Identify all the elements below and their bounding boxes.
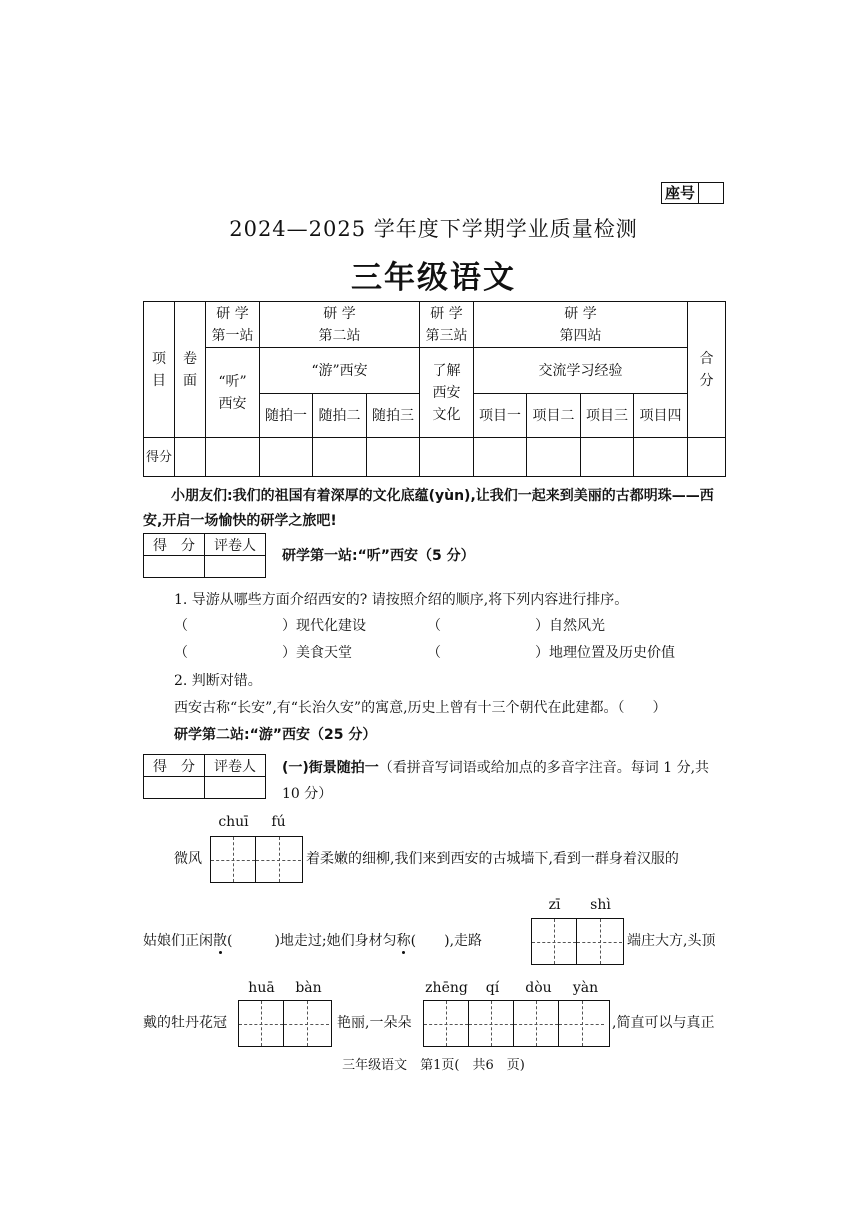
pinyin: zī <box>548 897 561 913</box>
writing-grid[interactable] <box>423 1000 610 1047</box>
section1-title: 研学第一站:“听”西安（5 分） <box>282 548 475 564</box>
pinyin: qí <box>485 980 500 996</box>
grader-score-cell[interactable] <box>144 556 205 578</box>
sub-header: 随拍二 <box>313 394 367 438</box>
score-cell[interactable] <box>527 438 581 477</box>
pinyin: huā <box>248 980 275 996</box>
header-you: “游”西安 <box>260 348 420 394</box>
subject-title: 三年级语文 <box>351 260 516 296</box>
score-cell[interactable] <box>260 438 313 477</box>
pinyin: yàn <box>572 980 599 996</box>
sub-header: 项目二 <box>527 394 581 438</box>
line1-pre: 微风 <box>174 851 202 867</box>
header-jiaoliu: 交流学习经验 <box>474 348 688 394</box>
sub-header: 随拍三 <box>367 394 420 438</box>
header-station2: 研 学 第二站 <box>260 302 420 348</box>
grader-score-cell[interactable] <box>144 777 205 799</box>
line3-post: ,简直可以与真正 <box>612 1015 715 1031</box>
question-1: 1. 导游从哪些方面介绍西安的? 请按照介绍的顺序,将下列内容进行排序。 <box>174 592 629 608</box>
q1-option-4[interactable]: （ ）地理位置及历史价值 <box>427 645 675 661</box>
grader-score-label: 得 分 <box>144 534 205 556</box>
score-cell[interactable] <box>175 438 206 477</box>
grader-box <box>143 533 266 578</box>
grader-name-label: 评卷人 <box>205 534 266 556</box>
grader-name-cell[interactable] <box>205 777 266 799</box>
header-ting: “听” 西安 <box>206 348 260 438</box>
score-cell[interactable] <box>367 438 420 477</box>
pinyin: shì <box>590 897 611 913</box>
score-cell[interactable] <box>581 438 634 477</box>
pinyin: zhēng <box>425 980 468 996</box>
part1-heading <box>282 755 728 807</box>
part1-title: (一)街景随拍一 <box>282 760 379 776</box>
line2-post: 端庄大方,头顶 <box>627 933 716 949</box>
header-station3: 研 学 第三站 <box>420 302 474 348</box>
score-cell[interactable] <box>474 438 527 477</box>
exam-title: 2024—2025 学年度下学期学业质量检测 <box>229 217 638 241</box>
score-table <box>143 301 726 477</box>
intro-text: 小朋友们:我们的祖国有着深厚的文化底蕴(yùn),让我们一起来到美丽的古都明珠——西安,开启一场愉快的研学之旅吧! <box>143 488 714 529</box>
writing-grid[interactable] <box>531 918 624 965</box>
pinyin: bàn <box>295 980 322 996</box>
grader-box <box>143 754 266 799</box>
header-station4: 研 学 第四站 <box>474 302 688 348</box>
score-cell[interactable] <box>634 438 688 477</box>
line2-part-a[interactable]: 姑娘们正闲散( )地走过;她们身材匀称( ),走路 <box>143 933 483 949</box>
grader-name-label: 评卷人 <box>205 755 266 777</box>
writing-grid[interactable] <box>238 1000 332 1047</box>
sub-header: 项目一 <box>474 394 527 438</box>
grader-score-label: 得 分 <box>144 755 205 777</box>
sub-header: 项目三 <box>581 394 634 438</box>
q1-option-2[interactable]: （ ）自然风光 <box>427 618 605 634</box>
part1-desc: （看拼音写词语或给加点的多音字注音。每词 1 分,共 10 分） <box>282 760 710 802</box>
pinyin: chuī <box>218 814 249 830</box>
sub-header: 随拍一 <box>260 394 313 438</box>
score-cell[interactable] <box>206 438 260 477</box>
header-juanmian: 卷面 <box>175 302 206 438</box>
line1-post: 着柔嫩的细柳,我们来到西安的古城墙下,看到一群身着汉服的 <box>306 851 679 867</box>
page-footer: 三年级语文 第1页( 共6 页) <box>342 1058 525 1073</box>
section2-title: 研学第二站:“游”西安（25 分） <box>174 727 377 743</box>
header-liaojie: 了解 西安 文化 <box>420 348 474 438</box>
question-2-statement[interactable]: 西安古称“长安”,有“长治久安”的寓意,历史上曾有十三个朝代在此建都。（ ） <box>174 700 667 716</box>
header-station1: 研 学 第一站 <box>206 302 260 348</box>
score-cell[interactable] <box>688 438 726 477</box>
header-xiangmu: 项目 <box>144 302 175 438</box>
pinyin: fú <box>271 814 286 830</box>
score-cell[interactable] <box>420 438 474 477</box>
pinyin: dòu <box>525 980 552 996</box>
seat-label: 座号 <box>662 183 699 203</box>
sub-header: 项目四 <box>634 394 688 438</box>
question-2: 2. 判断对错。 <box>174 673 262 689</box>
seat-number-box[interactable] <box>661 182 724 204</box>
line3-pre: 戴的牡丹花冠 <box>143 1015 227 1031</box>
q1-option-3[interactable]: （ ）美食天堂 <box>174 645 352 661</box>
line3-mid: 艳丽,一朵朵 <box>337 1015 412 1031</box>
grader-name-cell[interactable] <box>205 556 266 578</box>
header-hefen: 合 分 <box>688 302 726 438</box>
q1-option-1[interactable]: （ ）现代化建设 <box>174 618 366 634</box>
row-label-defen: 得分 <box>144 438 175 477</box>
writing-grid[interactable] <box>210 836 303 883</box>
score-cell[interactable] <box>313 438 367 477</box>
